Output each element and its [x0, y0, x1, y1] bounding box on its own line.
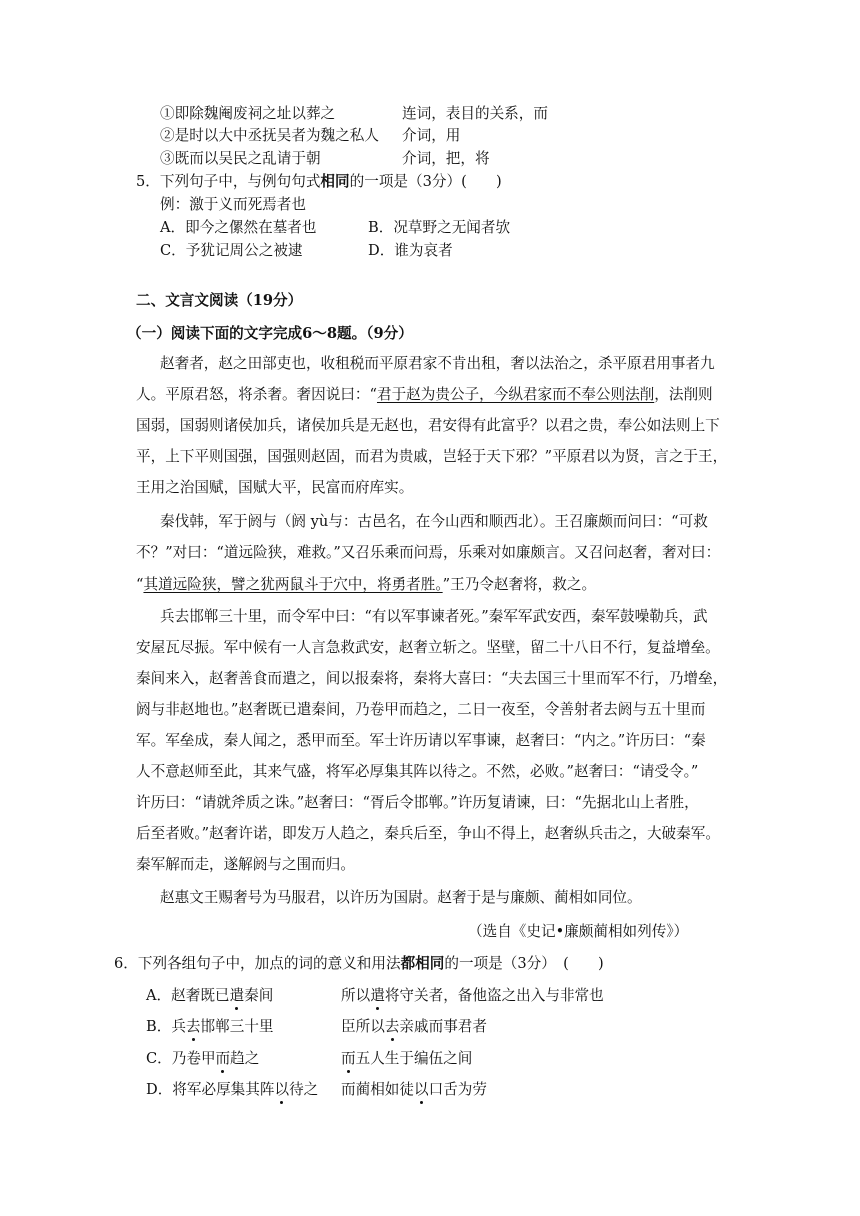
text: B．兵: [146, 1018, 186, 1035]
text: C．乃卷甲: [146, 1050, 216, 1067]
dotted-word: 以: [274, 1081, 290, 1098]
q4-option-1-note: 连词，表目的关系，而: [402, 105, 548, 122]
q4-option-3-note: 介词，把，将: [402, 150, 490, 167]
q4-option-2: [160, 126, 379, 146]
passage-p1-line2: [136, 385, 713, 405]
text: A．赵奢既已: [146, 987, 230, 1004]
q6-option-a-left: [146, 986, 273, 1006]
text: D．将军必厚集其阵: [146, 1081, 275, 1098]
passage-text: ”王乃令赵奢将，救之。: [442, 576, 597, 593]
q6-stem-tail: 的一项是（3分） ( ): [444, 955, 604, 972]
text: 趋之: [230, 1050, 260, 1067]
q6-option-b-right: [341, 1017, 487, 1037]
text: 秦间: [244, 987, 274, 1004]
q5-stem: [136, 172, 502, 192]
passage-p3-line4: 阏与非赵地也。”赵奢既已遣秦间，乃卷甲而趋之，二日一夜至，令善射者去阏与五十里而: [136, 701, 706, 718]
q5-option-a: A．即今之傫然在墓者也: [160, 219, 317, 236]
passage-p1-line5: 王用之治国赋，国赋大平，民富而府库实。: [136, 479, 414, 496]
passage-p3-line7: 许历曰：“请就斧质之诛。”赵奢曰：“胥后令邯郸。”许历复请谏，曰：“先据北山上者胜，: [136, 794, 699, 811]
underlined-sentence-1: 君于赵为贵公子，今纵君家而不奉公则法削: [376, 386, 655, 403]
dotted-word: 遣: [229, 987, 245, 1004]
dotted-word: 去: [185, 1018, 201, 1035]
q6-option-b-left: [146, 1017, 274, 1037]
q5-stem-text: 5．下列句子中，与例句句式: [136, 173, 321, 190]
q5-option-b: B．况草野之无闻者欤: [368, 219, 511, 236]
text: 五人生于编伍之间: [355, 1050, 473, 1067]
q5-option-c: C．予犹记周公之被逮: [160, 242, 303, 259]
q4-option-3: [160, 149, 321, 169]
passage-text: “: [136, 576, 144, 593]
q5-stem-tail: 的一项是（3分）( ): [349, 173, 502, 190]
passage-p3-line9: 秦军解而走，遂解阏与之围而归。: [136, 856, 355, 873]
text: 亲戚而事君者: [399, 1018, 487, 1035]
passage-text: 人。平原君怒，将杀奢。奢因说曰：“: [136, 386, 377, 403]
q6-stem: [114, 954, 604, 974]
q5-example: 例：激于义而死焉者也: [160, 196, 306, 213]
q4-option-1: [160, 104, 335, 124]
passage-p3-line8: 后至者败。”赵奢许诺，即发万人趋之，秦兵后至，争山不得上，赵奢纵兵击之，大破秦军。: [136, 825, 720, 842]
text: 所以: [341, 987, 371, 1004]
passage-source: （选自《史记•廉颇蔺相如列传》）: [468, 923, 689, 940]
passage-p1-line1: 赵奢者，赵之田部吏也，收租税而平原君家不肯出租，奢以法治之，杀平原君用事者九: [160, 355, 715, 372]
text: 待之: [289, 1081, 319, 1098]
passage-text: ，法削则: [654, 386, 713, 403]
dotted-word: 遣: [370, 987, 385, 1004]
text: 将守关者，备他盗之出入与非常也: [384, 987, 604, 1004]
q5-option-d: D．谁为哀者: [368, 242, 453, 259]
passage-p2-line1: 秦伐韩，军于阏与（阏 yù与：古邑名，在今山西和顺西北）。王召廉颇而问曰：“可救: [160, 513, 708, 530]
passage-p2-line2: 不？”对曰：“道远险狭，难救。”又召乐乘而问焉，乐乘对如廉颇言。又召问赵奢，奢对曰：: [136, 544, 721, 561]
section-subheading: （一）阅读下面的文字完成6～8题。（9分）: [127, 325, 413, 342]
passage-p3-line5: 军。军垒成，秦人闻之，悉甲而至。军士许历请以军事谏，赵奢曰：“内之。”许历曰：“秦: [136, 732, 706, 749]
dotted-word: 而: [341, 1050, 356, 1067]
text: 邯郸三十里: [200, 1018, 274, 1035]
q6-option-c-left: [146, 1049, 259, 1069]
passage-p1-line3: 国弱，国弱则诸侯加兵，诸侯加兵是无赵也，君安得有此富乎？以君之贵，奉公如法则上下: [136, 417, 720, 434]
dotted-word: 去: [384, 1018, 400, 1035]
text: 臣所以: [341, 1018, 385, 1035]
dotted-word: 而: [215, 1050, 231, 1067]
q6-stem-emphasis: 都相同: [400, 955, 445, 972]
passage-p3-line3: 秦间来入，赵奢善食而遣之，间以报秦将，秦将大喜曰：“夫去国三十里而军不行，乃增垒，: [136, 670, 728, 687]
q6-option-d-right: [341, 1080, 487, 1100]
passage-p2-line3: [136, 575, 596, 595]
q6-option-d-left: [146, 1080, 318, 1100]
text: 口舌为劳: [428, 1081, 487, 1098]
q4-option-2-note: 介词，用: [402, 127, 461, 144]
q6-option-a-right: [341, 986, 604, 1006]
dotted-word: 以: [413, 1081, 429, 1098]
passage-p1-line4: 平，上下平则国强，国强则赵固，而君为贵戚，岂轻于天下邪？”平原君以为贤，言之于王，: [136, 448, 728, 465]
text: 而蔺相如徒: [341, 1081, 414, 1098]
passage-p3-line2: 安屋瓦尽振。军中候有一人言急救武安，赵奢立斩之。坚壁，留二十八日不行，复益增垒。: [136, 639, 720, 656]
q6-option-c-right: [341, 1049, 472, 1069]
q4-option-2-sentence: ②是时以大中丞抚吴者为魏之私人: [160, 127, 379, 144]
passage-p3-line6: 人不意赵师至此，其来气盛，将军必厚集其阵以待之。不然，必败。”赵奢曰：“请受令。”: [136, 763, 699, 780]
passage-p3-line1: 兵去邯郸三十里，而令军中曰：“有以军事谏者死。”秦军军武安西，秦军鼓噪勒兵，武: [160, 608, 708, 625]
passage-p4-line1: 赵惠文王赐奢号为马服君，以许历为国尉。赵奢于是与廉颇、蔺相如同位。: [160, 889, 642, 906]
underlined-sentence-2: 其道远险狭，譬之犹两鼠斗于穴中，将勇者胜。: [143, 576, 443, 593]
q5-stem-emphasis: 相同: [320, 173, 350, 190]
q4-option-3-sentence: ③既而以吴民之乱请于朝: [160, 150, 321, 167]
section-heading: 二、文言文阅读（19分）: [136, 292, 303, 309]
q4-option-1-sentence: ①即除魏阉废祠之址以葬之: [160, 105, 336, 122]
q6-stem-text: 6．下列各组句子中，加点的词的意义和用法: [114, 955, 401, 972]
